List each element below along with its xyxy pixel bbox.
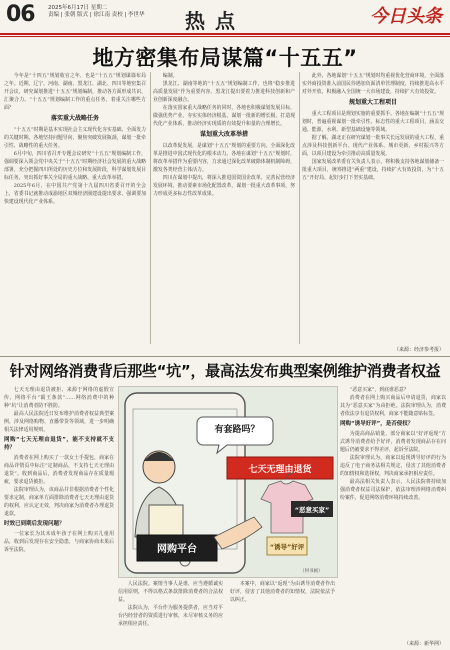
article-divider	[0, 356, 450, 357]
paragraph: 重大工程项目是规划实施的重要抓手。各地在编制“十五五”规划时，普遍重视谋划一批牵引性、标志性的重大工程项目，涵盖交通、能源、水利、新型基础设施等领域。	[302, 111, 444, 133]
article1-subhead-1: 落实重大战略任务	[50, 115, 99, 122]
article2-right-column	[340, 386, 446, 648]
paragraph: 法院审理认为，商家以返现诱导好评的行为违反了电子商务法相关规定，侵害了其他消费者的知情权和选择权，判决商家承担相应责任。	[340, 455, 446, 477]
paragraph: 七天无理由退货被拒、来源于网络的虚假宣传、网络平台“霸王条款”……网络消费中的种种“坑”让消费者防不胜防。	[4, 387, 114, 409]
article1-lead: 今年是“十四五”规划收官之年，也是“十五五”规划谋篇布局之年。近期，辽宁、河南、湖南、黑龙江、湖北、四川等地密集召开会议，研究谋划推进“十五五”规划编制，推动各方面形成共识、汇聚合力。“十五五”规划编制工作的重点任务，着重关注哪些方面？	[4, 73, 146, 111]
column-rule	[150, 72, 151, 344]
cartoon-illustration	[118, 386, 338, 578]
article2-subhead-3: 网购“诱导好评”，是否侵权？	[340, 421, 414, 427]
header-rule	[0, 33, 450, 35]
paragraph: 法院审理认为，该商品并非根据消费者个性化要求定制，商家单方面排除消费者七天无理由退货的权利，应认定无效，判决商家为消费者办理退货退款。	[4, 487, 114, 517]
paragraph: 最高法相关负责人表示，人民法院将持续加强消费者权益司法保护，依法审理涉网络消费纠纷案件，促进网络消费环境持续改善。	[340, 479, 446, 501]
article1-column-1	[4, 72, 146, 344]
editor-credits: 责编 | 张朝 版式 | 徐江南 责校 | 李世华	[48, 12, 145, 18]
brand-logo: 今日头条	[370, 6, 442, 27]
article1-subhead-2: 谋划重大改革举措	[199, 131, 248, 138]
paragraph: 一位家长为其未成年孩子在网上购买儿童用品，收到后发现存在安全隐患，与商家协商未果后诉至法院。	[4, 531, 114, 553]
article1-body	[4, 72, 446, 344]
article2-subhead-2: 时效已到期后发现问题？	[4, 521, 65, 527]
header-rule-thin	[0, 36, 450, 37]
return-policy-text: 七天无理由退货	[248, 465, 312, 475]
malicious-buyer-text: “恶意买家”	[294, 506, 330, 514]
paragraph: 以改革促发展，是谋划“十五五”规划的重要方向。全面深化改革是推进中国式现代化的根本动力。各地在谋划“十五五”规划时，将改革举措作为重要内容，力求通过深化改革破除体制机制障碍，激发各类经营主体活力。	[153, 143, 295, 173]
paragraph: “恶意买家”，到底谁恶意？	[349, 387, 409, 393]
paragraph: 国家发展改革委有关负责人表示，将积极支持各地谋划储备一批重大项目，统筹推进“两重”建设，持续扩大有效投资，为“十五五”开好局、起好步打下坚实基础。	[302, 159, 444, 181]
article1-column-2	[153, 72, 295, 344]
column-rule	[299, 72, 300, 344]
illustration-credit: （何书画）	[300, 569, 323, 574]
paragraph: 6月中旬，四川省召开专题会议研究“十五五”规划编制工作，强调要深入领会党中央关于“十五五”时期经济社会发展的重大战略部署，充分把握四川所处的历史方位和发展阶段，科学谋划发展目标任务，突出抓好事关全局的重大战略、重大改革举措。	[4, 151, 146, 181]
paragraph: 消费者在网上购买商品后申请退货，商家以其为“恶意买家”为由拒绝。法院审理认为，消费者依法享有退货权利，商家不能随意贴标签。	[340, 395, 446, 417]
paragraph: 2025年6月，在中国共产党第十九届四川省委召开的全会上，省委书记就推动成渝地区双城经济圈建设提出要求，强调要加快建设现代化产业体系。	[4, 183, 146, 205]
article2-middle-col-2	[230, 580, 335, 648]
article2-left-column	[4, 386, 114, 648]
bubble-text: 有套路吗？	[214, 425, 260, 435]
paragraph: 四川在谋划中提出，将深入推进国资国企改革，完善民营经济发展环境，推动要素市场化配置改革，谋划一批重大改革事项，努力形成更多标志性改革成果。	[153, 175, 295, 197]
article1-source: （来源：经济参考报）	[393, 347, 444, 353]
article1-subhead-3: 规划重大工程项目	[348, 99, 397, 106]
paragraph: 最高人民法院近日发布维护消费者权益典型案例，涉及网络购物、直播带货等领域，进一步明确相关法律适用规则。	[4, 411, 114, 433]
paragraph: 在落实国家重大战略任务的同时，各地也积极谋划发展目标，做强优势产业，夯实实体经济根基，谋划一批新的增长极，打造现代化产业体系，推动经济实现质的有效提升和量的合理增长。	[153, 105, 295, 127]
date-text: 2025年6月17日 星期二	[48, 5, 108, 11]
paragraph: 人民法院。案情当事人是谁，应当遵循诚实信用原则，不得以格式条款排除消费者的合法权益。	[118, 581, 223, 603]
paragraph: 消费者在网上购买了一款女士手提包，商家在商品详情页中标注“定制商品，不支持七天无理由退货”。收到商品后，消费者发现商品存在质量瑕疵，要求退货被拒。	[4, 455, 114, 485]
article1-headline: 地方密集布局谋篇“十五五”	[92, 46, 358, 70]
article2-middle-columns	[118, 580, 336, 648]
review-tag-text: “诱导”好评	[269, 543, 305, 551]
platform-text: 网购平台	[157, 544, 197, 555]
article2-headline: 针对网络消费背后那些“坑”，最高法发布典型案例维护消费者权益	[9, 362, 441, 380]
article2-middle-col-1	[118, 580, 223, 648]
date-line	[48, 5, 145, 19]
paragraph: 为提高商品销量，部分商家以“好评返现”方式诱导消费者给予好评，消费者发现商品存在问题后仍被要求不得差评，起诉至法院。	[340, 431, 446, 453]
article2-subhead-1: 网购“七天无理由退货”，能不支持就不支持？	[4, 437, 114, 451]
article1-column-3	[302, 72, 444, 344]
cartoon-drawing	[119, 387, 337, 577]
paragraph: 黑龙江、湖南等地的“十五五”规划编制工作，也将“稳步推进高质量发展“作为重要内容。黑龙江提出要着力推进科技创新和产业创新深度融合。	[153, 81, 295, 103]
paragraph: 此外，各地谋划“十五五”规划时均重视优化营商环境，全面落实外商投资准入前国民待遇加负面清单管理制度，持续推进高水平对外开放，积极融入全国统一大市场建设，持续扩大有效投资。	[302, 73, 444, 95]
paragraph: 编制。	[162, 73, 178, 79]
paragraph: “十五五”时期是基本实现社会主义现代化夯实基础、全面发力的关键时期。各地坚持问题导向，聚焦突破发展瓶颈，谋划一批牵引性、战略性的重大任务。	[4, 127, 146, 149]
paragraph: 法院认为，平台作为服务提供者，应当对平台内经营者的资质进行审核，未尽审核义务的应承担相应责任。	[118, 605, 223, 627]
paragraph: 本案中，商家以“返现”为由诱导消费者作出好评，侵害了其他消费者的知情权，法院依法予以纠正。	[230, 581, 335, 603]
page-number: 06	[6, 2, 35, 27]
article2-source: （来源：新华网）	[403, 641, 444, 647]
section-title: 热点	[185, 9, 245, 33]
paragraph: 据了解，湖北正在研究谋划一批事关长远发展的重大工程，重点涉及科技创新平台、现代产业体系、城市更新、乡村振兴等方面，以项目建设为牵引推动高质量发展。	[302, 135, 444, 157]
